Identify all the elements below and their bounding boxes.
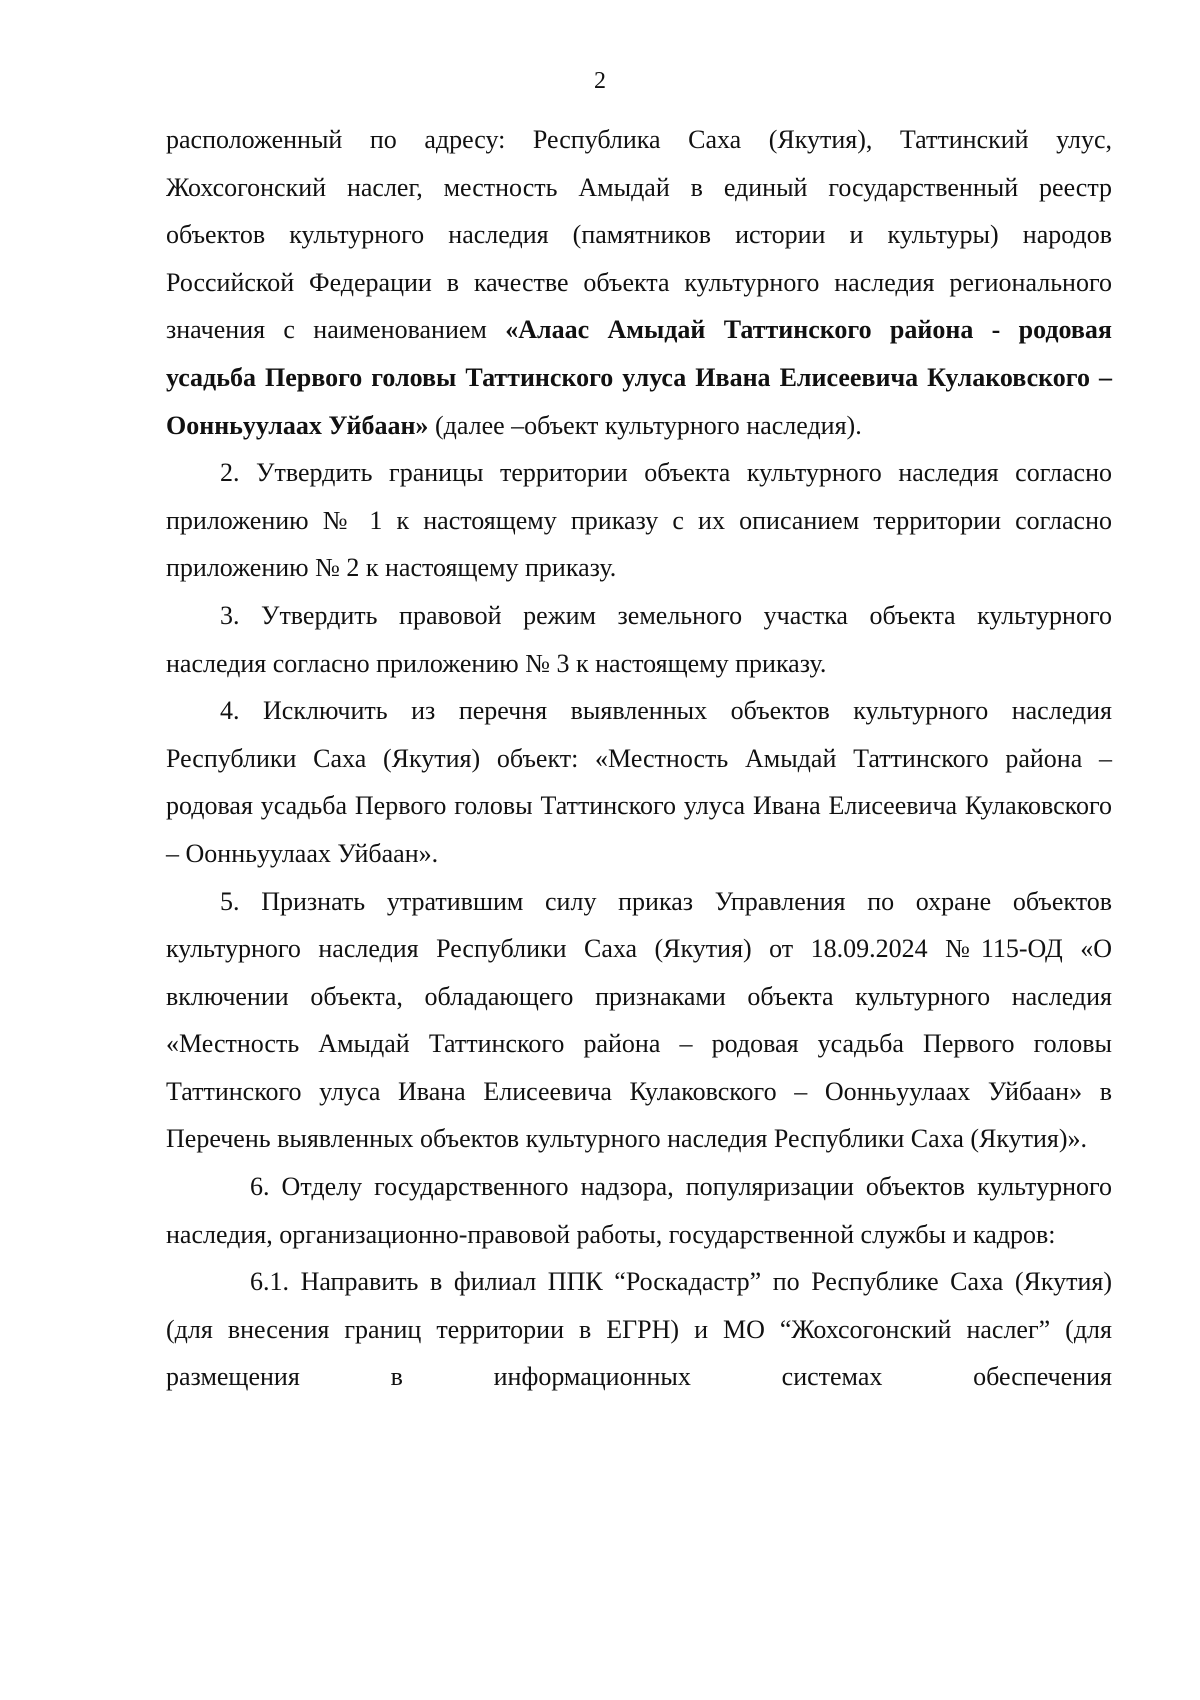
- paragraph-2: 2. Утвердить границы территории объекта культурного наследия согласно приложению № 1 к настоящему приказу с их описанием территории согласно приложению № 2 к настоящему приказу.: [166, 458, 1112, 583]
- page-number: 2: [594, 68, 606, 94]
- paragraph-3: 3. Утвердить правовой режим земельного участка объекта культурного наследия согласно приложению № 3 к настоящему приказу.: [166, 600, 1112, 678]
- paragraph-1-text-end: (далее –объект культурного наследия).: [428, 410, 862, 440]
- paragraph-4: 4. Исключить из перечня выявленных объектов культурного наследия Республики Саха (Якутия) объект: «Местность Амыдай Таттинского района – родовая усадьба Первого головы Таттинского улуса Ивана Елисеевича Кулаковского – Оонньуулаах Уйбаан».: [166, 696, 1112, 868]
- paragraph-1: [166, 116, 1112, 449]
- paragraph-1-text-start: расположенный по адресу: Республика Саха (Якутия), Таттинский улус, Жохсогонский наслег, местность Амыдай в единый государственный реестр объектов культурного наследия (памятников истории и культуры) народов Российской Федерации в качестве объекта культурного наследия регионального значения с наименованием: [166, 125, 1112, 345]
- document-body: [166, 116, 1112, 1401]
- paragraph-5: 5. Признать утратившим силу приказ Управления по охране объектов культурного наследия Республики Саха (Якутия) от 18.09.2024 №115-ОД «О включении объекта, обладающего признаками объекта культурного наследия «Местность Амыдай Таттинского района – родовая усадьба Первого головы Таттинского улуса Ивана Елисеевича Кулаковского – Оонньуулаах Уйбаан» в Перечень выявленных объектов культурного наследия Республики Саха (Якутия)».: [166, 886, 1112, 1154]
- paragraph-6-1: 6.1. Направить в филиал ППК “Роскадастр” по Республике Саха (Якутия) (для внесения границ территории в ЕГРН) и МО “Жохсогонский наслег” (для размещения в информационных системах обеспечения: [166, 1267, 1112, 1392]
- paragraph-6: 6. Отделу государственного надзора, популяризации объектов культурного наследия, организационно-правовой работы, государственной службы и кадров:: [166, 1172, 1112, 1249]
- heritage-object-name: «Алаас Амыдай Таттинского района - родовая усадьба Первого головы Таттинского улуса Ивана Елисеевича Кулаковского – Оонньуулаах Уйбаан»: [166, 315, 1112, 440]
